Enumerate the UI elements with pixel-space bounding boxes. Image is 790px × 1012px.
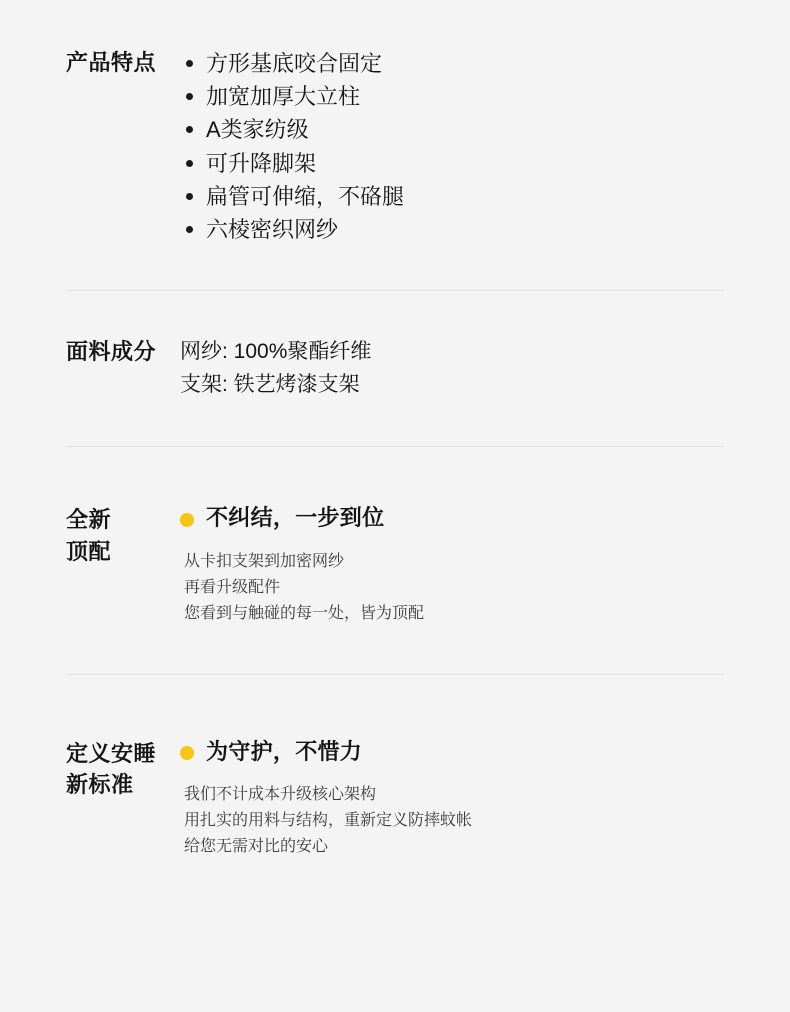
new-standard-heading-row bbox=[180, 738, 730, 767]
list-item: 六棱密织网纱 bbox=[180, 213, 730, 246]
section-title-top-spec-line1: 全新 bbox=[66, 507, 112, 533]
top-spec-heading-row bbox=[180, 504, 730, 533]
section-title-features: 产品特点 bbox=[66, 50, 157, 75]
features-body bbox=[180, 47, 790, 246]
feature-list bbox=[180, 47, 730, 246]
fabric-line-mesh: 网纱: 100%聚酯纤维 bbox=[180, 340, 372, 364]
new-standard-description bbox=[180, 782, 730, 860]
new-standard-heading: 为守护，不惜力 bbox=[206, 738, 363, 764]
top-spec-heading: 不纠结，一步到位 bbox=[206, 505, 385, 531]
description-line: 从卡扣支架到加密网纱 bbox=[184, 553, 345, 570]
section-new-standard bbox=[0, 675, 790, 860]
bullet-dot-icon bbox=[180, 746, 194, 760]
description-line: 您看到与触碰的每一处，皆为顶配 bbox=[184, 604, 425, 622]
section-product-features bbox=[0, 0, 790, 246]
new-standard-body bbox=[180, 738, 790, 860]
list-item: 加宽加厚大立柱 bbox=[180, 80, 730, 113]
section-title-new-standard-line2: 新标准 bbox=[66, 771, 134, 797]
section-top-spec bbox=[0, 447, 790, 626]
section-title-new-standard bbox=[0, 738, 180, 800]
list-item: 方形基底咬合固定 bbox=[180, 47, 730, 80]
description-line: 我们不计成本升级核心架构 bbox=[184, 786, 377, 804]
fabric-body bbox=[180, 336, 790, 401]
list-item: A类家纺级 bbox=[180, 113, 730, 146]
fabric-line-frame: 支架: 铁艺烤漆支架 bbox=[180, 372, 360, 396]
top-spec-body bbox=[180, 504, 790, 626]
list-item: 扁管可伸缩，不硌腿 bbox=[180, 180, 730, 213]
section-title-top-spec bbox=[0, 504, 180, 566]
section-title-top-spec-line2: 顶配 bbox=[66, 538, 112, 564]
section-title-fabric: 面料成分 bbox=[66, 339, 157, 365]
section-title-new-standard-line1: 定义安睡 bbox=[66, 740, 157, 766]
top-spec-description bbox=[180, 549, 730, 627]
description-line: 给您无需对比的安心 bbox=[184, 838, 329, 856]
description-line: 再看升级配件 bbox=[184, 578, 281, 596]
description-line: 用扎实的用料与结构，重新定义防摔蚊帐 bbox=[184, 812, 473, 830]
bullet-dot-icon bbox=[180, 513, 194, 527]
list-item: 可升降脚架 bbox=[180, 147, 730, 180]
section-fabric-composition bbox=[0, 291, 790, 401]
